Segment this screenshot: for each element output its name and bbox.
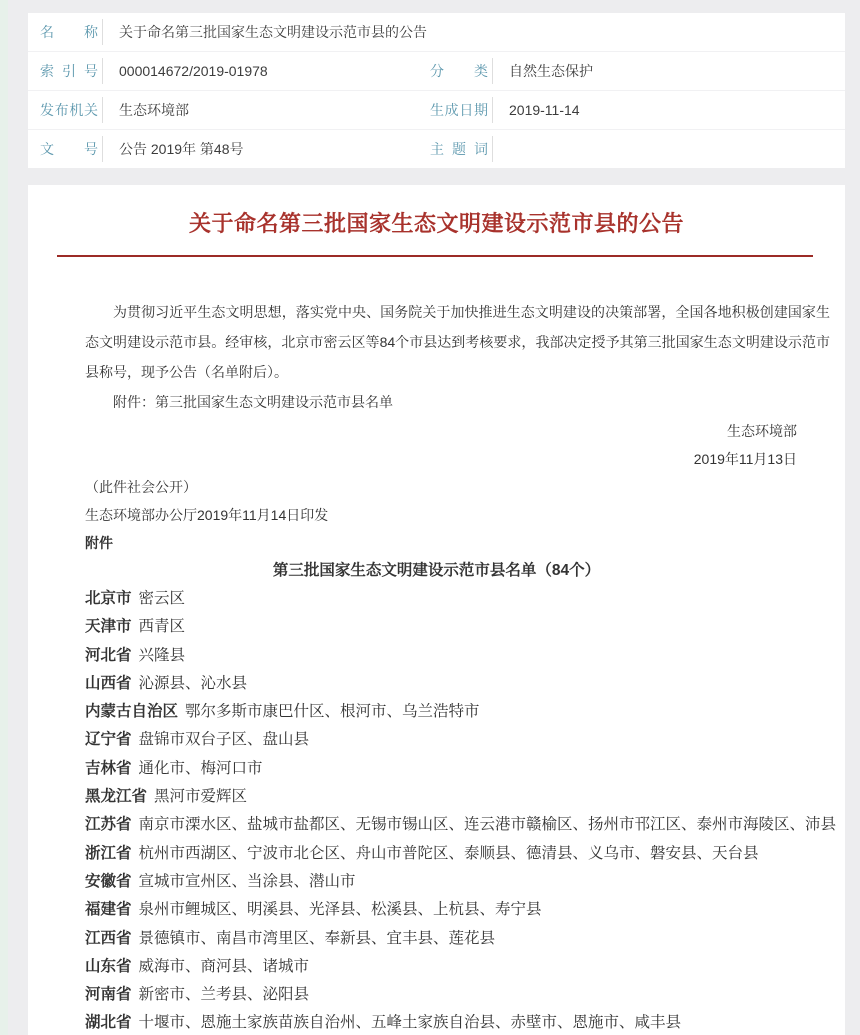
province-row xyxy=(85,868,830,896)
province-list xyxy=(85,585,837,1035)
page-left-accent-strip xyxy=(0,0,8,1035)
province-name: 北京市 xyxy=(85,590,132,607)
province-areas: 泉州市鲤城区、明溪县、光泽县、松溪县、上杭县、寿宁县 xyxy=(138,901,542,919)
meta-row-title xyxy=(28,13,845,51)
province-name: 湖北省 xyxy=(85,1014,132,1032)
province-areas: 通化市、梅河口市 xyxy=(138,759,263,777)
province-name: 山西省 xyxy=(85,674,132,692)
sign-date: 2019年11月13日 xyxy=(693,451,797,467)
province-row xyxy=(85,642,830,670)
province-name: 福建省 xyxy=(85,901,132,919)
vertical-divider xyxy=(102,58,103,84)
document-panel xyxy=(28,185,845,1035)
province-row xyxy=(85,783,830,811)
province-row xyxy=(85,925,830,953)
meta-row-agency xyxy=(28,90,845,129)
issue-note: 生态环境部办公厅2019年11月14日印发 xyxy=(85,507,329,523)
title-underline-rule xyxy=(57,255,813,257)
meta-label-category: 分类 xyxy=(430,63,488,79)
vertical-divider xyxy=(492,97,493,123)
meta-cell-issuing-agency xyxy=(28,97,430,123)
province-areas: 沁源县、沁水县 xyxy=(138,674,248,692)
province-areas: 十堰市、恩施土家族苗族自治州、五峰土家族自治县、赤壁市、恩施市、咸丰县 xyxy=(138,1014,682,1032)
province-areas: 兴隆县 xyxy=(138,646,186,664)
province-name: 辽宁省 xyxy=(85,731,132,749)
meta-value-issuing-agency: 生态环境部 xyxy=(119,102,189,118)
province-areas: 黑河市爱辉区 xyxy=(154,788,248,806)
province-name: 安徽省 xyxy=(85,872,132,890)
province-row xyxy=(85,726,830,754)
meta-row-docnumber xyxy=(28,129,845,168)
meta-label-issuing-agency: 发布机关 xyxy=(40,102,98,118)
meta-cell-issue-date xyxy=(430,97,845,123)
attachment-reference-line: 附件：第三批国家生态文明建设示范市县名单 xyxy=(113,394,393,410)
announcement-body xyxy=(85,297,837,1035)
announcement-title: 关于命名第三批国家生态文明建设示范市县的公告 xyxy=(188,211,684,236)
province-row xyxy=(85,811,837,839)
meta-label-subject-words: 主题词 xyxy=(430,141,488,157)
meta-value-issue-date: 2019-11-14 xyxy=(509,102,580,118)
meta-label-title: 名称 xyxy=(40,24,98,40)
vertical-divider xyxy=(102,97,103,123)
province-name: 天津市 xyxy=(85,618,132,636)
province-areas: 景德镇市、南昌市湾里区、奉新县、宜丰县、莲花县 xyxy=(138,929,496,947)
province-name: 江西省 xyxy=(85,929,132,947)
attachment-heading: 附件 xyxy=(85,535,113,551)
province-row xyxy=(85,613,830,641)
province-areas: 盘锦市双台子区、盘山县 xyxy=(138,731,310,749)
province-areas: 杭州市西湖区、宁波市北仑区、舟山市普陀区、泰顺县、德清县、义乌市、磐安县、天台县 xyxy=(138,844,759,862)
province-areas: 鄂尔多斯市康巴什区、根河市、乌兰浩特市 xyxy=(185,703,480,721)
province-name: 浙江省 xyxy=(85,844,132,862)
province-name: 河南省 xyxy=(85,986,132,1004)
meta-cell-subject-words xyxy=(430,136,845,162)
province-row xyxy=(85,896,830,924)
province-row xyxy=(85,585,830,613)
province-areas: 威海市、商河县、诸城市 xyxy=(138,957,310,975)
province-name: 山东省 xyxy=(85,957,132,975)
province-name: 内蒙古自治区 xyxy=(85,703,179,721)
province-areas: 新密市、兰考县、泌阳县 xyxy=(138,986,310,1004)
province-areas: 西青区 xyxy=(138,618,186,636)
province-name: 黑龙江省 xyxy=(85,788,148,806)
meta-value-title: 关于命名第三批国家生态文明建设示范市县的公告 xyxy=(119,24,427,40)
meta-label-index-number: 索引号 xyxy=(40,63,98,79)
meta-cell-category xyxy=(430,58,845,84)
province-name: 吉林省 xyxy=(85,759,132,777)
meta-cell-doc-number xyxy=(28,136,430,162)
vertical-divider xyxy=(102,136,103,162)
meta-value-doc-number: 公告 2019年 第48号 xyxy=(119,141,244,157)
province-row xyxy=(85,840,830,868)
province-row xyxy=(85,1009,830,1035)
province-row xyxy=(85,698,830,726)
metadata-panel xyxy=(28,13,845,168)
province-name: 江苏省 xyxy=(85,816,132,834)
body-paragraph: 为贯彻习近平生态文明思想，落实党中央、国务院关于加快推进生态文明建设的决策部署，全国各地积极创建国家生态文明建设示范市县。经审核，北京市密云区等84个市县达到考核要求，我部决定授予其第三批国家生态文明建设示范市县称号，现予公告（名单附后）。 xyxy=(85,304,830,380)
meta-value-index-number: 000014672/2019-01978 xyxy=(119,63,268,79)
province-areas: 密云区 xyxy=(138,590,186,607)
province-row xyxy=(85,670,830,698)
meta-cell-index-number xyxy=(28,58,430,84)
meta-row-index xyxy=(28,51,845,90)
meta-value-category: 自然生态保护 xyxy=(509,63,593,79)
meta-label-doc-number: 文号 xyxy=(40,141,98,157)
province-areas: 宣城市宣州区、当涂县、潜山市 xyxy=(138,872,356,890)
meta-cell-title xyxy=(28,19,845,45)
vertical-divider xyxy=(492,58,493,84)
vertical-divider xyxy=(102,19,103,45)
province-areas: 南京市溧水区、盐城市盐都区、无锡市锡山区、连云港市赣榆区、扬州市邗江区、泰州市海陵区、沛县 xyxy=(138,816,837,834)
list-title: 第三批国家生态文明建设示范市县名单（84个） xyxy=(272,562,601,579)
province-row xyxy=(85,953,830,981)
province-row xyxy=(85,755,830,783)
province-name: 河北省 xyxy=(85,646,132,664)
meta-label-issue-date: 生成日期 xyxy=(430,102,488,118)
vertical-divider xyxy=(492,136,493,162)
signer-agency: 生态环境部 xyxy=(727,423,797,439)
public-disclosure-note: （此件社会公开） xyxy=(85,479,197,495)
province-row xyxy=(85,981,830,1009)
